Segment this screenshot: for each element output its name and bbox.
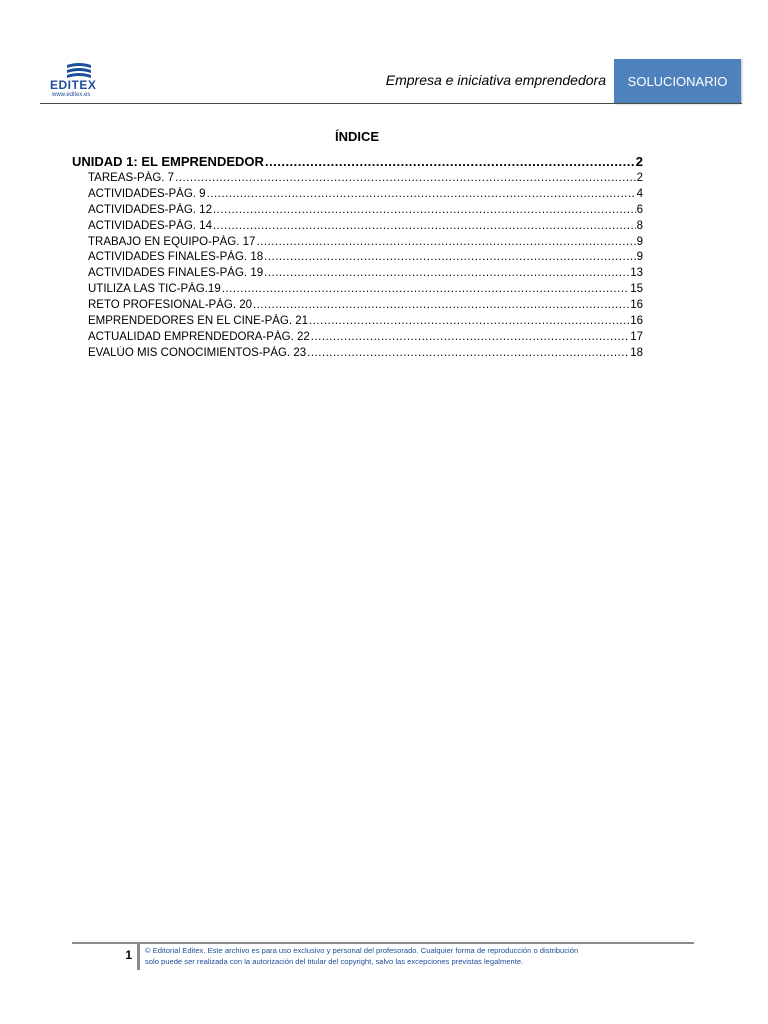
table-of-contents xyxy=(72,153,643,362)
toc-entry-page: 13 xyxy=(630,267,643,280)
header-title: Empresa e iniciativa emprendedora xyxy=(385,72,606,88)
toc-entry-page: 18 xyxy=(630,346,643,359)
toc-entry[interactable] xyxy=(72,330,643,346)
toc-entry-page: 2 xyxy=(636,172,643,184)
toc-entry-label: ACTIVIDADES-PÁG. 12 xyxy=(88,203,212,216)
toc-entry-page: 4 xyxy=(636,187,643,200)
editex-book-icon xyxy=(64,62,94,78)
header-divider xyxy=(40,103,742,104)
toc-entry-page: 16 xyxy=(630,299,643,312)
toc-entry[interactable] xyxy=(72,219,643,235)
toc-entry-label: ACTIVIDADES FINALES-PÁG. 18 xyxy=(88,251,264,264)
toc-leader-dots xyxy=(222,282,629,298)
toc-title: ÍNDICE xyxy=(334,129,380,144)
toc-leader-dots xyxy=(265,153,635,171)
toc-entry-unit-1[interactable] xyxy=(72,153,643,171)
solucionario-badge: SOLUCIONARIO xyxy=(614,59,741,103)
toc-leader-dots xyxy=(311,330,629,346)
copyright-line-1: © Editorial Editex. Este archivo es para uso exclusivo y personal del profesorado. Cualquier forma de reproducción o distribución xyxy=(145,946,579,955)
toc-entry[interactable] xyxy=(72,282,643,298)
toc-entry[interactable] xyxy=(72,171,643,187)
editex-logo[interactable] xyxy=(50,62,110,102)
toc-entry-label: ACTIVIDADES-PÁG. 14 xyxy=(88,219,212,232)
toc-entry[interactable] xyxy=(72,314,643,330)
toc-leader-dots xyxy=(213,219,636,235)
toc-entry[interactable] xyxy=(72,235,643,251)
toc-leader-dots xyxy=(264,266,629,282)
toc-entry-label: UTILIZA LAS TIC-PÁG.19 xyxy=(88,283,221,296)
toc-entry-label: EVALÚO MIS CONOCIMIENTOS-PÁG. 23 xyxy=(88,346,307,359)
page-number: 1 xyxy=(125,948,132,962)
toc-leader-dots xyxy=(256,235,635,251)
toc-entry-label: EMPRENDEDORES EN EL CINE-PÁG. 21 xyxy=(88,315,309,328)
logo-name: EDITEX xyxy=(50,78,97,92)
toc-entry[interactable] xyxy=(72,203,643,219)
toc-entry-label: ACTIVIDADES-PÁG. 9 xyxy=(88,187,206,200)
toc-entry-page: 6 xyxy=(636,203,643,216)
toc-entry-page: 15 xyxy=(630,283,643,296)
toc-leader-dots xyxy=(207,187,636,203)
copyright-notice xyxy=(145,945,693,967)
toc-entry-page: 9 xyxy=(636,235,643,248)
footer-divider xyxy=(72,942,694,944)
toc-entry-label: UNIDAD 1: EL EMPRENDEDOR xyxy=(72,154,264,169)
toc-leader-dots xyxy=(253,298,629,314)
copyright-line-2: solo puede ser realizada con la autorización del titular del copyright, salvo las excepciones previstas legalmente. xyxy=(145,957,524,966)
toc-entry-label: ACTUALIDAD EMPRENDEDORA-PÁG. 22 xyxy=(88,330,310,343)
toc-entry-page: 2 xyxy=(635,154,643,169)
toc-entry[interactable] xyxy=(72,266,643,282)
toc-leader-dots xyxy=(309,314,629,330)
toc-entry[interactable] xyxy=(72,187,643,203)
toc-leader-dots xyxy=(307,346,629,362)
toc-entry[interactable] xyxy=(72,346,643,362)
toc-entry[interactable] xyxy=(72,298,643,314)
toc-entry-label: TAREAS-PÁG. 7 xyxy=(88,172,175,184)
toc-leader-dots xyxy=(175,171,636,187)
toc-leader-dots xyxy=(213,203,636,219)
toc-entry-page: 9 xyxy=(636,251,643,264)
toc-entry-label: ACTIVIDADES FINALES-PÁG. 19 xyxy=(88,267,264,280)
toc-leader-dots xyxy=(264,250,635,266)
toc-entry-page: 17 xyxy=(630,330,643,343)
toc-entry-label: TRABAJO EN EQUIPO-PÁG. 17 xyxy=(88,235,256,248)
toc-entry-page: 16 xyxy=(630,315,643,328)
footer-separator xyxy=(137,944,140,970)
toc-entry-label: RETO PROFESIONAL-PÁG. 20 xyxy=(88,299,253,312)
logo-url[interactable]: www.editex.es xyxy=(52,92,91,98)
toc-entry[interactable] xyxy=(72,250,643,266)
toc-entry-page: 8 xyxy=(636,219,643,232)
